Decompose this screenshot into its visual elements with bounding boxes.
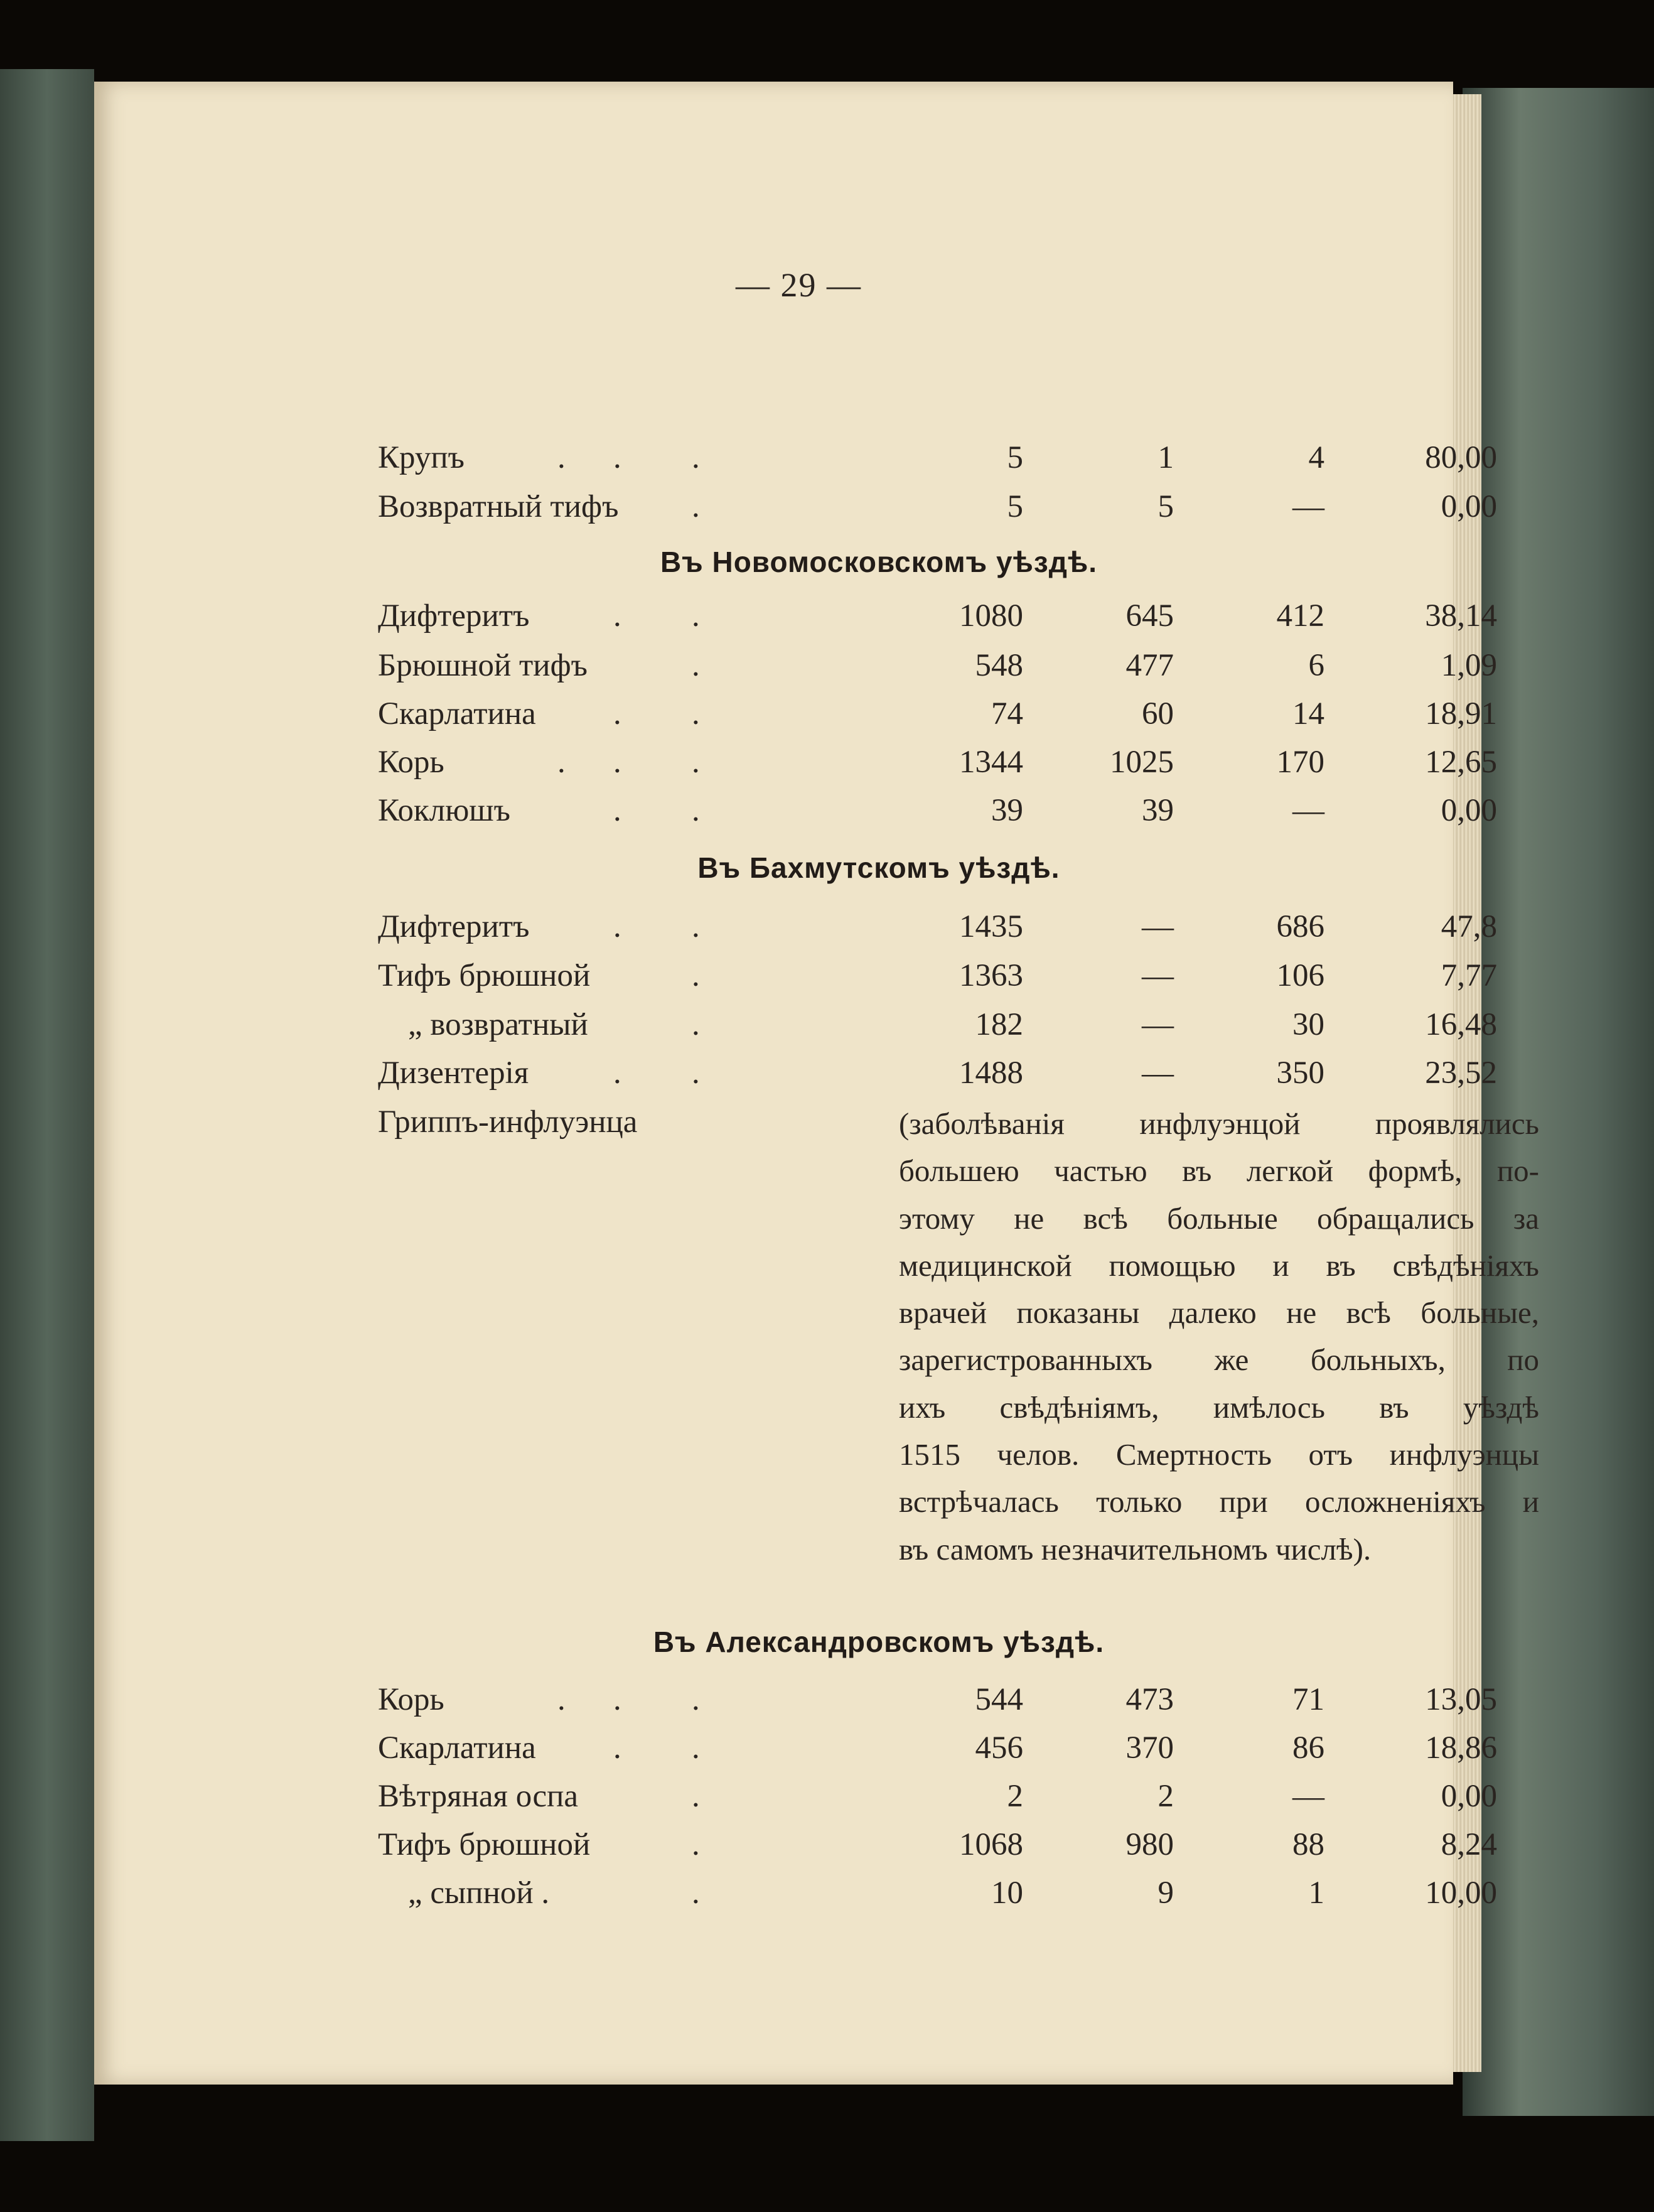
table-row bbox=[282, 440, 1497, 483]
disease-name: Дифтеритъ bbox=[378, 909, 530, 944]
cell-mortality: 18,86 bbox=[1425, 1730, 1497, 1766]
leader-dot: . bbox=[692, 696, 700, 731]
note-line: (заболѣванія инфлуэнцой проявлялись bbox=[899, 1106, 1539, 1141]
cell-died: 4 bbox=[1308, 440, 1324, 475]
cell-recovered: — bbox=[1142, 1055, 1174, 1091]
cell-mortality: 0,00 bbox=[1441, 1779, 1497, 1814]
cell-recovered: 477 bbox=[1125, 648, 1174, 683]
cell-mortality: 10,00 bbox=[1425, 1875, 1497, 1911]
table-row bbox=[282, 1730, 1497, 1774]
cell-mortality: 18,91 bbox=[1425, 696, 1497, 731]
leader-dot: . bbox=[692, 1730, 700, 1766]
cell-mortality: 8,24 bbox=[1441, 1827, 1497, 1862]
table-row bbox=[282, 1006, 1497, 1050]
cell-mortality: 38,14 bbox=[1425, 598, 1497, 634]
cell-died: — bbox=[1292, 793, 1324, 828]
disease-name: Брюшной тифъ bbox=[378, 648, 588, 683]
leader-dot: . bbox=[613, 440, 621, 475]
note-paragraph bbox=[899, 1100, 1539, 1573]
cell-sick: 10 bbox=[991, 1875, 1023, 1911]
cell-sick: 548 bbox=[975, 648, 1023, 683]
table-row bbox=[282, 1875, 1497, 1919]
leader-dot: . bbox=[613, 793, 621, 828]
disease-name: Корь bbox=[378, 745, 444, 780]
section-heading: Въ Александровскомъ уѣздѣ. bbox=[653, 1626, 1105, 1658]
cell-sick: 1344 bbox=[959, 745, 1023, 780]
leader-dot: . bbox=[692, 440, 700, 475]
table-row bbox=[282, 696, 1497, 740]
disease-name: Скарлатина bbox=[378, 1730, 536, 1766]
cell-sick: 1488 bbox=[959, 1055, 1023, 1091]
table-row bbox=[282, 1826, 1497, 1870]
cell-recovered: — bbox=[1142, 958, 1174, 993]
leader-dot: . bbox=[692, 958, 700, 993]
cell-died: 106 bbox=[1276, 958, 1324, 993]
cell-mortality: 0,00 bbox=[1441, 489, 1497, 524]
cell-died: — bbox=[1292, 1779, 1324, 1814]
cell-recovered: 1025 bbox=[1110, 745, 1174, 780]
cell-died: 86 bbox=[1292, 1730, 1324, 1766]
cell-sick: 5 bbox=[1007, 489, 1023, 524]
book-cover-left bbox=[0, 69, 94, 2141]
disease-name: Тифъ брюшной bbox=[378, 958, 591, 993]
note-line: ихъ свѣдѣніямъ, имѣлось въ уѣздѣ bbox=[899, 1389, 1539, 1425]
leader-dot: . bbox=[613, 696, 621, 731]
table-row bbox=[282, 909, 1497, 952]
page-number: — 29 — bbox=[736, 266, 862, 304]
cell-mortality: 1,09 bbox=[1441, 648, 1497, 683]
cell-recovered: 473 bbox=[1125, 1682, 1174, 1717]
disease-name: Тифъ брюшной bbox=[378, 1827, 591, 1862]
note-line: большею частью въ легкой формѣ, по- bbox=[899, 1153, 1539, 1189]
note-label: Гриппъ-инфлуэнца bbox=[378, 1104, 638, 1140]
cell-recovered: 5 bbox=[1157, 489, 1174, 524]
cell-mortality: 47,8 bbox=[1441, 909, 1497, 944]
table-row bbox=[282, 1778, 1497, 1822]
table-row bbox=[282, 958, 1497, 1001]
leader-dot: . bbox=[557, 745, 566, 780]
cell-mortality: 12,65 bbox=[1425, 745, 1497, 780]
cell-mortality: 7,77 bbox=[1441, 958, 1497, 993]
note-line: зарегистрованныхъ же больныхъ, по bbox=[899, 1342, 1539, 1378]
disease-name: Возвратный тифъ bbox=[378, 489, 619, 524]
leader-dot: . bbox=[692, 745, 700, 780]
cell-mortality: 80,00 bbox=[1425, 440, 1497, 475]
cell-mortality: 0,00 bbox=[1441, 793, 1497, 828]
leader-dot: . bbox=[613, 1682, 621, 1717]
cell-died: 30 bbox=[1292, 1007, 1324, 1042]
disease-name: „ возвратный bbox=[408, 1007, 588, 1042]
leader-dot: . bbox=[692, 598, 700, 634]
cell-died: 170 bbox=[1276, 745, 1324, 780]
leader-dot: . bbox=[557, 1682, 566, 1717]
leader-dot: . bbox=[613, 745, 621, 780]
cell-died: 6 bbox=[1308, 648, 1324, 683]
table-row bbox=[282, 744, 1497, 788]
cell-sick: 39 bbox=[991, 793, 1023, 828]
leader-dot: . bbox=[613, 598, 621, 634]
leader-dot: . bbox=[692, 1682, 700, 1717]
book-page bbox=[94, 82, 1539, 2085]
cell-recovered: 1 bbox=[1157, 440, 1174, 475]
disease-name: Вѣтряная оспа bbox=[378, 1779, 579, 1814]
leader-dot: . bbox=[613, 1055, 621, 1091]
cell-recovered: 645 bbox=[1125, 598, 1174, 634]
cell-recovered: 39 bbox=[1142, 793, 1174, 828]
cell-recovered: — bbox=[1142, 909, 1174, 944]
cell-sick: 2 bbox=[1007, 1779, 1023, 1814]
cell-recovered: 9 bbox=[1157, 1875, 1174, 1911]
disease-name: Дизентерія bbox=[378, 1055, 529, 1091]
cell-mortality: 13,05 bbox=[1425, 1682, 1497, 1717]
cell-died: 350 bbox=[1276, 1055, 1324, 1091]
table-row bbox=[282, 647, 1497, 691]
cell-died: 88 bbox=[1292, 1827, 1324, 1862]
cell-died: 1 bbox=[1308, 1875, 1324, 1911]
leader-dot: . bbox=[692, 1779, 700, 1814]
table-row bbox=[282, 598, 1497, 642]
note-line: встрѣчалась только при осложненіяхъ и bbox=[899, 1484, 1539, 1519]
table-row bbox=[282, 792, 1497, 836]
section-heading: Въ Бахмутскомъ уѣздѣ. bbox=[697, 851, 1060, 884]
cell-died: 686 bbox=[1276, 909, 1324, 944]
cell-recovered: 60 bbox=[1142, 696, 1174, 731]
leader-dot: . bbox=[692, 1055, 700, 1091]
cell-recovered: 980 bbox=[1125, 1827, 1174, 1862]
disease-name: Коклюшъ bbox=[378, 793, 510, 828]
table-row bbox=[282, 488, 1497, 532]
leader-dot: . bbox=[692, 793, 700, 828]
note-line: въ самомъ незначительномъ числѣ). bbox=[899, 1531, 1372, 1567]
cell-sick: 1435 bbox=[959, 909, 1023, 944]
leader-dot: . bbox=[613, 1730, 621, 1766]
cell-sick: 1363 bbox=[959, 958, 1023, 993]
note-line: этому не всѣ больные обращались за bbox=[899, 1200, 1539, 1236]
leader-dot: . bbox=[613, 909, 621, 944]
disease-name: Скарлатина bbox=[378, 696, 536, 731]
disease-name: Дифтеритъ bbox=[378, 598, 530, 634]
leader-dot: . bbox=[692, 1007, 700, 1042]
leader-dot: . bbox=[692, 648, 700, 683]
table-row bbox=[282, 1055, 1497, 1099]
cell-sick: 74 bbox=[991, 696, 1023, 731]
leader-dot: . bbox=[692, 909, 700, 944]
note-line: медицинской помощью и въ свѣдѣніяхъ bbox=[899, 1248, 1539, 1283]
cell-mortality: 16,48 bbox=[1425, 1007, 1497, 1042]
leader-dot: . bbox=[692, 1875, 700, 1911]
cell-died: — bbox=[1292, 489, 1324, 524]
cell-died: 412 bbox=[1276, 598, 1324, 634]
cell-sick: 544 bbox=[975, 1682, 1023, 1717]
note-line: врачей показаны далеко не всѣ больные, bbox=[899, 1295, 1539, 1330]
cell-recovered: 2 bbox=[1157, 1779, 1174, 1814]
cell-sick: 1080 bbox=[959, 598, 1023, 634]
leader-dot: . bbox=[692, 1827, 700, 1862]
disease-name: „ сыпной . bbox=[408, 1875, 550, 1911]
note-line: 1515 челов. Смертность отъ инфлуэнцы bbox=[899, 1437, 1539, 1472]
table-row bbox=[282, 1681, 1497, 1725]
cell-recovered: — bbox=[1142, 1007, 1174, 1042]
cell-mortality: 23,52 bbox=[1425, 1055, 1497, 1091]
cell-sick: 456 bbox=[975, 1730, 1023, 1766]
cell-sick: 5 bbox=[1007, 440, 1023, 475]
cell-died: 71 bbox=[1292, 1682, 1324, 1717]
cell-died: 14 bbox=[1292, 696, 1324, 731]
cell-sick: 1068 bbox=[959, 1827, 1023, 1862]
cell-recovered: 370 bbox=[1125, 1730, 1174, 1766]
leader-dot: . bbox=[692, 489, 700, 524]
leader-dot: . bbox=[557, 440, 566, 475]
cell-sick: 182 bbox=[975, 1007, 1023, 1042]
section-heading: Въ Новомосковскомъ уѣздѣ. bbox=[660, 546, 1098, 578]
disease-name: Крупъ bbox=[378, 440, 465, 475]
disease-name: Корь bbox=[378, 1682, 444, 1717]
